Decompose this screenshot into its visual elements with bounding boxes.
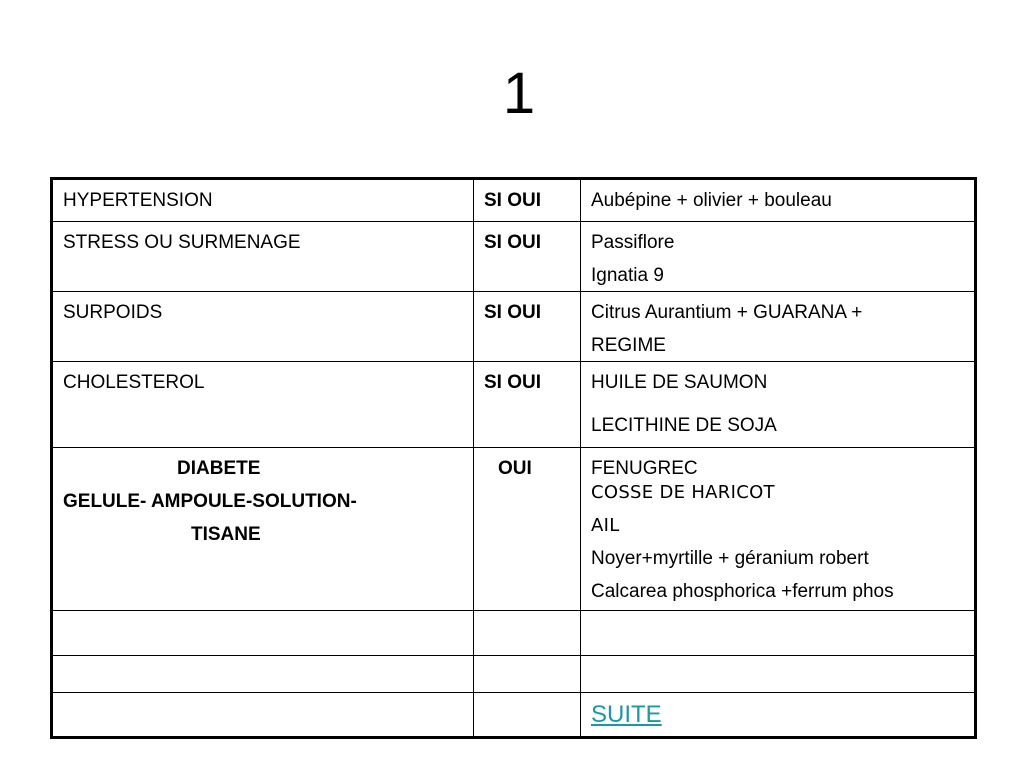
- remedy-line: Ignatia 9: [591, 265, 664, 286]
- answer-cell: SI OUI: [474, 292, 581, 362]
- table-row: [52, 656, 976, 693]
- suite-link[interactable]: SUITE: [591, 701, 662, 728]
- remedy-line: Calcarea phosphorica +ferrum phos: [591, 581, 894, 602]
- empty-cell: [581, 611, 976, 656]
- empty-cell: [474, 693, 581, 738]
- table-row: [52, 362, 976, 448]
- empty-cell: [52, 656, 474, 693]
- remedy-cell: [581, 362, 976, 448]
- empty-cell: [52, 693, 474, 738]
- answer-cell: OUI: [474, 448, 581, 611]
- remedy-line: LECITHINE DE SOJA: [591, 415, 777, 436]
- answer-cell: SI OUI: [474, 179, 581, 222]
- table-row: [52, 693, 976, 738]
- table-row: [52, 448, 976, 611]
- page-title: 1: [502, 61, 536, 126]
- condition-line: TISANE: [191, 524, 261, 545]
- remedy-cell: [581, 179, 976, 222]
- remedy-line: REGIME: [591, 335, 666, 356]
- remedy-line: Aubépine + olivier + bouleau: [591, 190, 832, 211]
- condition-line: GELULE- AMPOULE-SOLUTION-: [63, 491, 357, 512]
- remedy-line: HUILE DE SAUMON: [591, 372, 768, 393]
- table-row: [52, 179, 976, 222]
- condition-cell: CHOLESTEROL: [52, 362, 474, 448]
- answer-cell: SI OUI: [474, 362, 581, 448]
- remedy-line: Citrus Aurantium + GUARANA +: [591, 302, 863, 323]
- empty-cell: [581, 656, 976, 693]
- diabete-condition: [63, 457, 463, 547]
- remedy-line: FENUGREC: [591, 458, 698, 479]
- empty-cell: [474, 656, 581, 693]
- remedies-table: [50, 177, 977, 739]
- condition-cell: [52, 448, 474, 611]
- remedy-cell: [581, 448, 976, 611]
- empty-cell: [52, 611, 474, 656]
- remedy-line: Noyer+myrtille + géranium robert: [591, 548, 869, 569]
- answer-cell: SI OUI: [474, 222, 581, 292]
- condition-cell: HYPERTENSION: [52, 179, 474, 222]
- table-row: [52, 222, 976, 292]
- table-row: [52, 292, 976, 362]
- remedy-cell: [581, 222, 976, 292]
- condition-cell: SURPOIDS: [52, 292, 474, 362]
- link-cell: [581, 693, 976, 738]
- condition-cell: STRESS OU SURMENAGE: [52, 222, 474, 292]
- remedy-line: AIL: [591, 515, 620, 536]
- remedy-line: COSSE DE HARICOT: [591, 482, 775, 503]
- condition-line: DIABETE: [177, 458, 261, 479]
- table-row: [52, 611, 976, 656]
- remedy-cell: [581, 292, 976, 362]
- remedy-line: Passiflore: [591, 232, 675, 253]
- empty-cell: [474, 611, 581, 656]
